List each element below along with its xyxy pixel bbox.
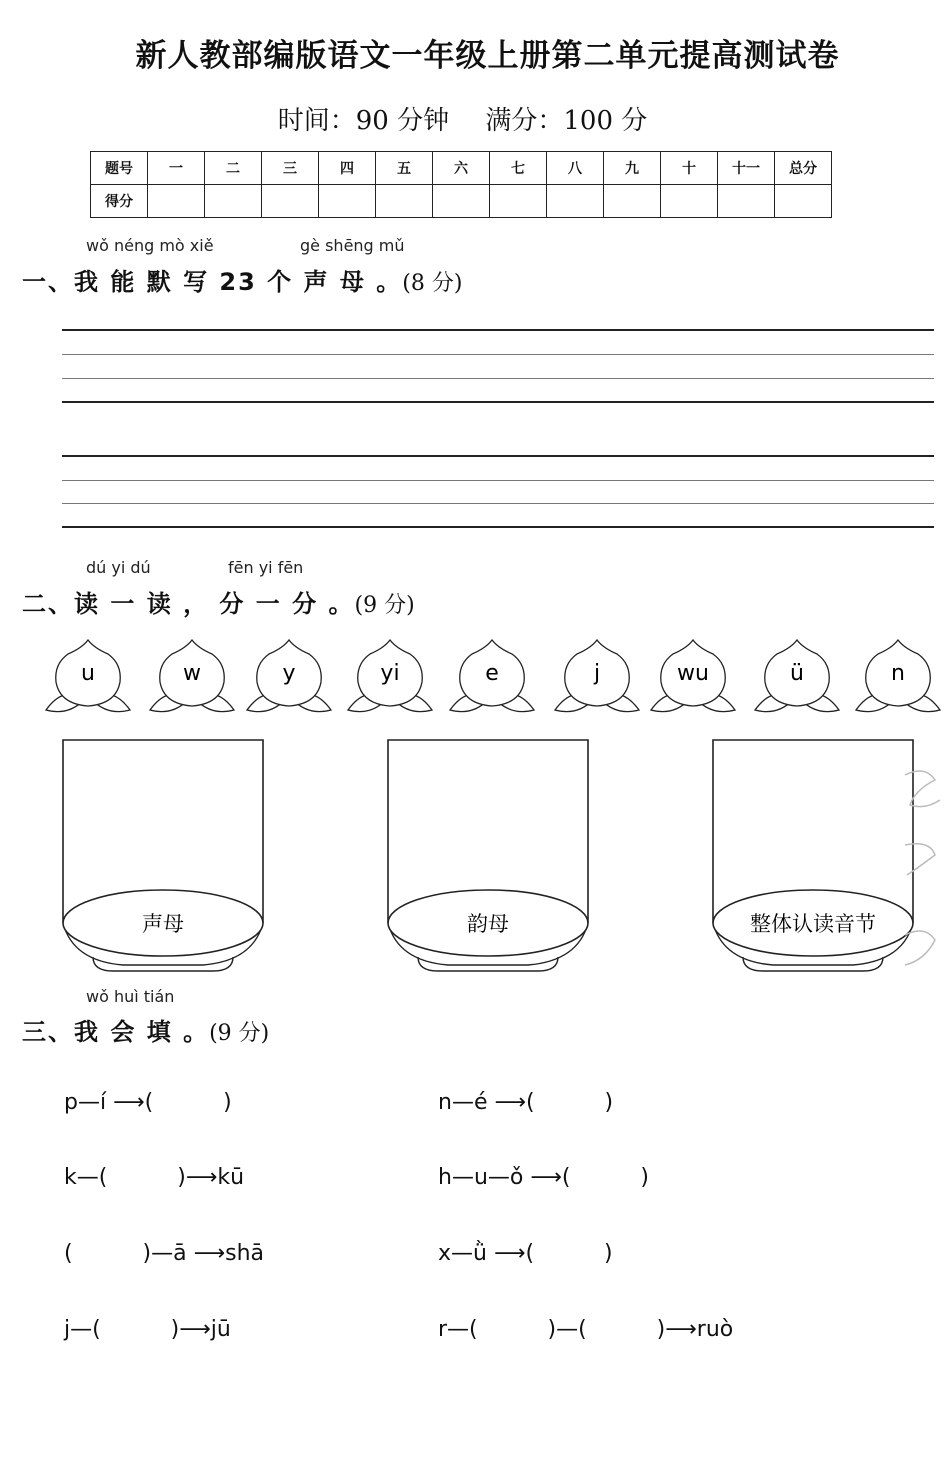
score-cell: 十一 [718, 152, 775, 185]
peach-label: yi [380, 661, 400, 686]
peach-label: j [593, 661, 601, 686]
section3-title: 三、我 会 填 。 [22, 1018, 210, 1046]
peach-card[interactable] [555, 640, 639, 712]
writing-line [62, 480, 934, 481]
peach-card[interactable] [651, 640, 735, 712]
bowl-bin[interactable] [713, 740, 913, 971]
peach-card[interactable] [450, 640, 534, 712]
watermark-icon [905, 771, 940, 965]
page-title: 新人教部编版语文一年级上册第二单元提高测试卷 [135, 38, 840, 74]
score-input-cell[interactable] [604, 185, 661, 218]
peach-label: u [81, 661, 95, 686]
score-input-cell[interactable] [205, 185, 262, 218]
score-table [90, 151, 832, 218]
writing-line [62, 401, 934, 403]
score-cell: 总分 [775, 152, 832, 185]
score-input-cell[interactable] [547, 185, 604, 218]
peach-card[interactable] [247, 640, 331, 712]
section1-heading [22, 262, 462, 297]
score-input-cell[interactable] [490, 185, 547, 218]
score-cell: 二 [205, 152, 262, 185]
section2-heading [22, 584, 415, 619]
score-input-cell[interactable] [433, 185, 490, 218]
score-cell: 四 [319, 152, 376, 185]
section1-title: 一、我 能 默 写 23 个 声 母 。 [22, 268, 403, 296]
score-input-cell[interactable] [718, 185, 775, 218]
section3-pinyin: wǒ huì tián [86, 987, 175, 1006]
peach-card[interactable] [150, 640, 234, 712]
score-input-cell[interactable] [262, 185, 319, 218]
score-row-label: 得分 [91, 185, 148, 218]
writing-line [62, 503, 934, 504]
peach-label: wu [677, 661, 709, 686]
score-table-header-row [91, 152, 832, 185]
fill-item[interactable]: p—í ⟶( ) [64, 1090, 232, 1115]
score-input-cell[interactable] [661, 185, 718, 218]
score-cell: 七 [490, 152, 547, 185]
writing-line [62, 378, 934, 379]
peach-label: w [183, 661, 201, 686]
score-cell: 八 [547, 152, 604, 185]
peach-label: y [282, 661, 296, 686]
fill-item[interactable]: ( )—ā ⟶shā [64, 1241, 264, 1266]
peach-label: e [485, 661, 499, 686]
section3-points: (9 分) [209, 1021, 270, 1046]
peach-label: n [891, 661, 905, 686]
bowl-label: 声母 [142, 912, 184, 936]
fill-item[interactable]: x—ǜ ⟶( ) [438, 1241, 613, 1266]
peach-row [0, 630, 950, 730]
score-cell: 九 [604, 152, 661, 185]
fill-item[interactable]: n—é ⟶( ) [438, 1090, 614, 1115]
score-cell: 六 [433, 152, 490, 185]
score-table-score-row [91, 185, 832, 218]
writing-line [62, 354, 934, 355]
full-score: 满分：100 分 [485, 106, 648, 136]
score-input-cell[interactable] [148, 185, 205, 218]
section2-points: (9 分) [354, 593, 415, 618]
bowl-label: 整体认读音节 [750, 912, 876, 936]
fill-item[interactable]: j—( )⟶jū [64, 1317, 231, 1342]
score-input-cell[interactable] [319, 185, 376, 218]
section1-pinyin-a: wǒ néng mò xiě [86, 236, 214, 255]
section2-pinyin-a: dú yi dú [86, 558, 151, 577]
peach-card[interactable] [755, 640, 839, 712]
score-cell: 一 [148, 152, 205, 185]
score-cell: 五 [376, 152, 433, 185]
bowl-row [0, 735, 950, 985]
peach-label: ü [790, 661, 804, 686]
time-limit: 时间：90 分钟 [277, 106, 450, 136]
section3-heading [22, 1012, 269, 1047]
fill-item[interactable]: h—u—ǒ ⟶( ) [438, 1165, 649, 1190]
fill-item[interactable]: k—( )⟶kū [64, 1165, 245, 1190]
score-cell: 题号 [91, 152, 148, 185]
writing-line [62, 526, 934, 528]
score-cell: 三 [262, 152, 319, 185]
writing-line [62, 329, 934, 331]
section2-pinyin-b: fēn yi fēn [228, 558, 304, 577]
peach-card[interactable] [46, 640, 130, 712]
writing-line [62, 455, 934, 457]
score-cell: 十 [661, 152, 718, 185]
bowl-bin[interactable] [388, 740, 588, 971]
section1-points: (8 分) [402, 271, 463, 296]
bowl-bin[interactable] [63, 740, 263, 971]
peach-card[interactable] [856, 640, 940, 712]
peach-card[interactable] [348, 640, 432, 712]
score-input-cell[interactable] [376, 185, 433, 218]
bowl-label: 韵母 [467, 912, 509, 936]
exam-meta [0, 100, 925, 137]
fill-item[interactable]: r—( )—( )⟶ruò [438, 1317, 734, 1342]
score-input-cell[interactable] [775, 185, 832, 218]
section2-title: 二、读 一 读 ， 分 一 分 。 [22, 590, 355, 618]
section1-pinyin-b: gè shēng mǔ [300, 236, 405, 255]
